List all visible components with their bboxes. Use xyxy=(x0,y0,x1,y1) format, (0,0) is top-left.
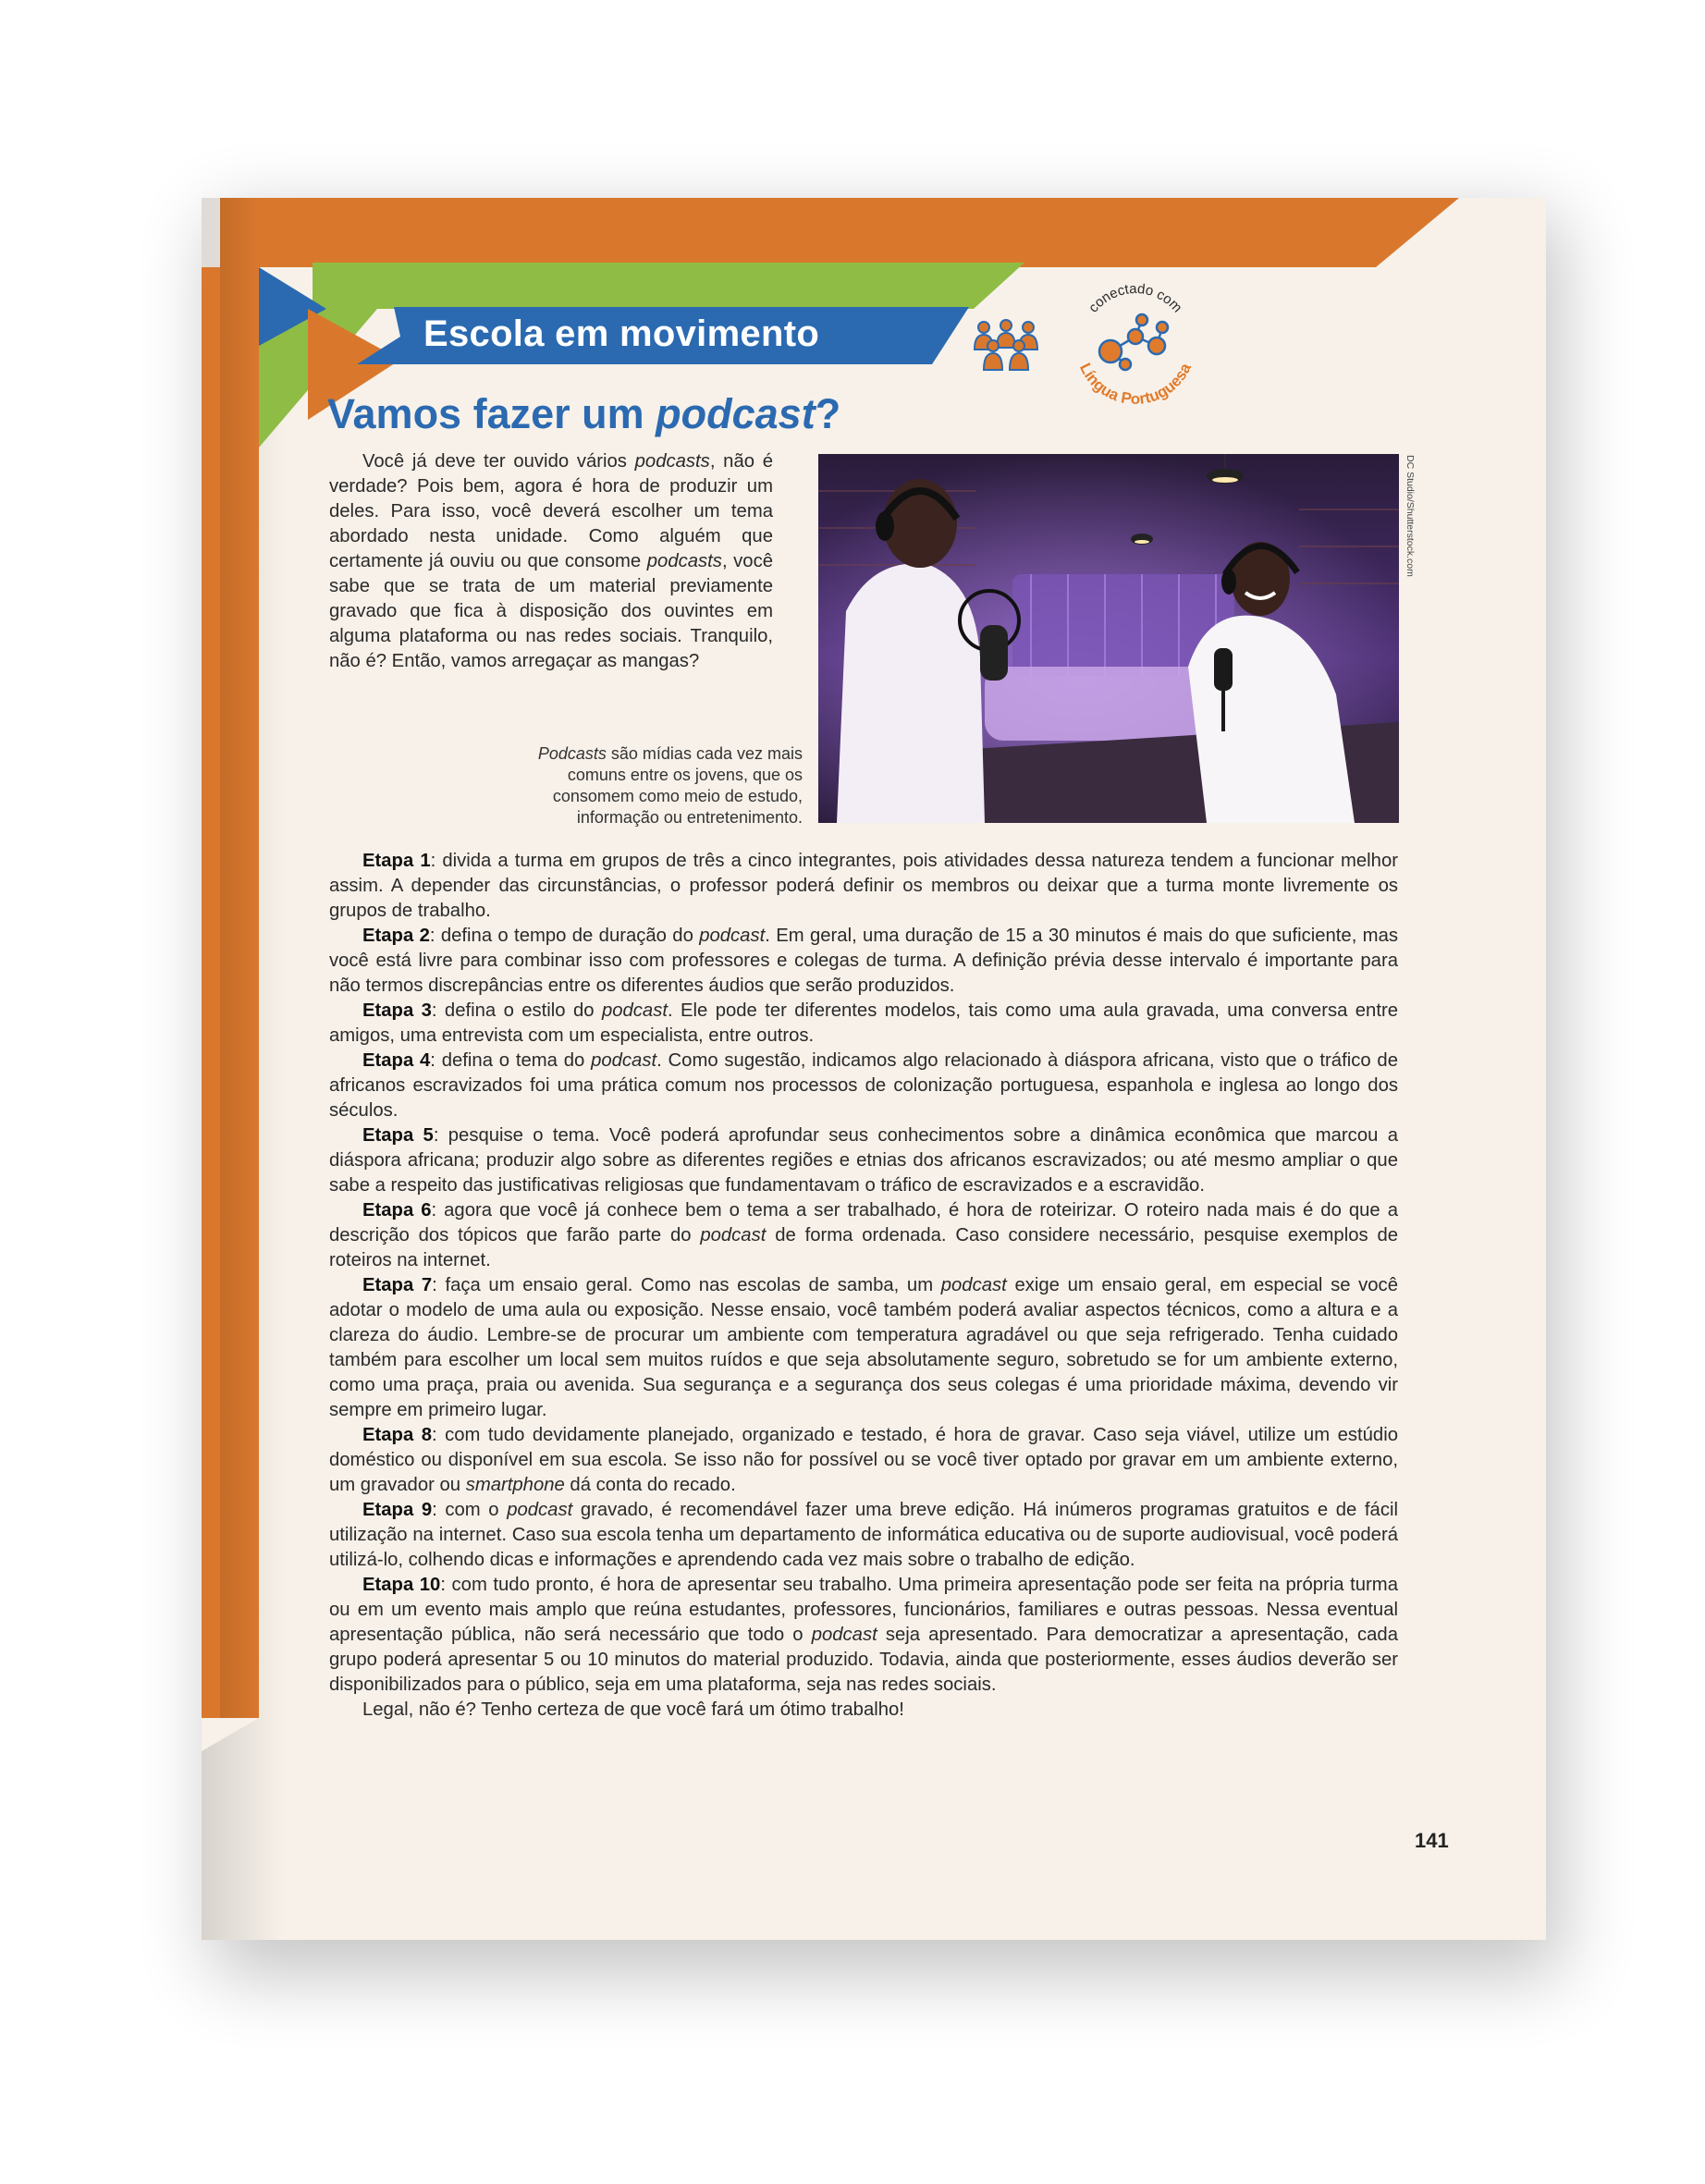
closing-paragraph: Legal, não é? Tenho certeza de que você fará um ótimo trabalho! xyxy=(362,1699,904,1720)
italic-term: podcast xyxy=(699,926,766,946)
seal-bottom-text: Língua Portuguesa xyxy=(1075,360,1196,409)
book-page xyxy=(202,198,1546,1940)
section-title: Escola em movimento xyxy=(423,313,820,354)
text-run: : com o xyxy=(432,1500,508,1520)
step-label: Etapa 3 xyxy=(362,1000,432,1021)
step-label: Etapa 4 xyxy=(362,1050,431,1071)
step-paragraph xyxy=(329,1273,1398,1423)
text-run: são mídias cada vez mais comuns entre os jovens, que os consomem como meio de estudo, informação ou entretenimento. xyxy=(552,744,803,827)
italic-term: podcast xyxy=(700,1225,767,1245)
text-run: , não é verdade? Pois bem, agora é hora de produzir um deles. Para isso, você deverá escolher um tema abordado nesta unidade. Como alguém que certamente já ouviu ou que consome xyxy=(329,451,773,571)
text-run: Você já deve ter ouvido vários xyxy=(362,451,635,472)
step-label: Etapa 1 xyxy=(362,851,431,871)
intro-paragraph xyxy=(329,449,773,674)
group-work-icon xyxy=(971,318,1041,374)
steps-list xyxy=(329,849,1398,1723)
connected-seal xyxy=(1066,279,1205,418)
text-run: de forma ordenada. Caso considere necessário, pesquise exemplos de roteiros na internet. xyxy=(329,1225,1399,1270)
text-run: : agora que você já conhece bem o tema a ser trabalhado, é hora de roteirizar. O roteiro nada mais é do que a descrição dos tópicos que farão parte do xyxy=(329,1200,1398,1245)
italic-term: podcasts xyxy=(634,451,710,472)
text-run: : com tudo pronto, é hora de apresentar seu trabalho. Uma primeira apresentação pode ser feita na própria turma ou em um evento mais amplo que reúna estudantes, professores, funcionários, familiares e outras pessoas. Nessa eventual apresentação pública, não será necessário que todo o xyxy=(329,1575,1398,1645)
step-label: Etapa 6 xyxy=(362,1200,432,1221)
text-run: . Como sugestão, indicamos algo relacionado à diáspora africana, visto que o tráfico de africanos escravizados foi uma prática comum nos processos de colonização portuguesa, espanhola e inglesa ao longo dos séculos. xyxy=(329,1050,1398,1121)
italic-term: podcast xyxy=(811,1625,877,1645)
italic-term: smartphone xyxy=(465,1475,565,1495)
text-run: exige um ensaio geral, em especial se você adotar o modelo de uma aula ou exposição. Nesse ensaio, você também poderá avaliar aspectos técnicos, como a altura e a clareza do áudio. Lembre-se de procurar um ambiente com temperatura agradável ou que seja refrigerado. Tenha cuidado também para escolher um local sem muitos ruídos e que seja absolutamente seguro, sobretudo se for um ambiente externo, como uma praça, praia ou avenida. Sua segurança e a segurança dos seus colegas é uma prioridade máxima, devendo vir sempre em primeiro lugar. xyxy=(329,1275,1398,1420)
text-run: seja apresentado. Para democratizar a apresentação, cada grupo poderá apresentar 5 ou 10 minutos do material produzido. Todavia, ainda que posteriormente, esses áudios deverão ser disponibilizados para o público, seja em uma plataforma, seja nas redes sociais. xyxy=(329,1625,1398,1695)
step-paragraph xyxy=(329,849,1398,924)
page-heading: Vamos fazer um podcast? xyxy=(327,390,841,437)
text-run: gravado, é recomendável fazer uma breve edição. Há inúmeros programas gratuitos e de fácil utilização na internet. Caso sua escola tenha um departamento de informática educativa ou de suporte audiovisual, você poderá utilizá-lo, colhendo dicas e informações e aprendendo cada vez mais sobre o trabalho de edição. xyxy=(329,1500,1398,1570)
text-run: . Ele pode ter diferentes modelos, tais como uma aula gravada, uma conversa entre amigos, uma entrevista com um especialista, entre outros. xyxy=(329,1000,1398,1046)
text-run: : faça um ensaio geral. Como nas escolas de samba, um xyxy=(432,1275,941,1295)
step-paragraph xyxy=(329,1498,1398,1573)
podcast-photo xyxy=(818,454,1399,823)
italic-term: podcast xyxy=(940,1275,1007,1295)
green-stripe xyxy=(313,263,1024,309)
text-run: : defina o tema do xyxy=(430,1050,592,1071)
step-label: Etapa 7 xyxy=(362,1275,433,1295)
text-run: : com tudo devidamente planejado, organizado e testado, é hora de gravar. Caso seja viável, utilize um estúdio doméstico ou disponível em sua escola. Se isso não for possível ou se você tiver optado por gravar em um ambiente externo, um gravador ou xyxy=(329,1425,1398,1495)
text-run: dá conta do recado. xyxy=(564,1475,736,1495)
italic-term: podcast xyxy=(591,1050,657,1071)
step-paragraph xyxy=(329,1049,1398,1123)
step-label: Etapa 5 xyxy=(362,1125,434,1146)
step-paragraph xyxy=(329,1573,1398,1698)
step-paragraph xyxy=(329,1123,1398,1198)
text-run: . Em geral, uma duração de 15 a 30 minutos é mais do que suficiente, mas você está livre para combinar isso com professores e colegas de turma. A definição prévia desse intervalo é importante para não termos discrepâncias entre os diferentes áudios que serão produzidos. xyxy=(329,926,1398,996)
text-run: : divida a turma em grupos de três a cinco integrantes, pois atividades dessa natureza tendem a funcionar melhor assim. A depender das circunstâncias, o professor poderá definir os membros ou deixar que a turma monte livremente os grupos de trabalho. xyxy=(329,851,1398,921)
italic-term: podcasts xyxy=(646,551,722,571)
step-paragraph xyxy=(329,1423,1398,1498)
seal-top-text: conectado com xyxy=(1086,280,1185,316)
step-label: Etapa 10 xyxy=(362,1575,441,1595)
text-run: : pesquise o tema. Você poderá aprofundar seus conhecimentos sobre a dinâmica econômica que marcou a diáspora africana; produzir algo sobre as diferentes regiões e etnias dos africanos escravizados; ou até mesmo ampliar o que sabe a respeito das justificativas religiosas que fundamentavam o tráfico de escravizados e a escravidão. xyxy=(329,1125,1398,1196)
italic-term: podcast xyxy=(507,1500,573,1520)
photo-caption xyxy=(507,743,803,828)
text-run: : defina o estilo do xyxy=(431,1000,602,1021)
italic-term: Podcasts xyxy=(537,744,607,763)
text-run: , você sabe que se trata de um material previamente gravado que fica à disposição dos ouvintes em alguma plataforma ou nas redes sociais. Tranquilo, não é? Então, vamos arregaçar as mangas? xyxy=(329,551,773,671)
step-label: Etapa 9 xyxy=(362,1500,433,1520)
italic-term: podcast xyxy=(601,1000,668,1021)
step-paragraph xyxy=(329,1198,1398,1273)
text-run: : defina o tempo de duração do xyxy=(429,926,700,946)
molecule-icon xyxy=(1099,314,1168,370)
photo-credit: DC Studio/Shutterstock.com xyxy=(1404,455,1416,577)
step-label: Etapa 2 xyxy=(362,926,430,946)
step-paragraph xyxy=(329,999,1398,1049)
page-number: 141 xyxy=(1415,1829,1449,1852)
step-paragraph xyxy=(329,924,1398,999)
step-label: Etapa 8 xyxy=(362,1425,432,1445)
